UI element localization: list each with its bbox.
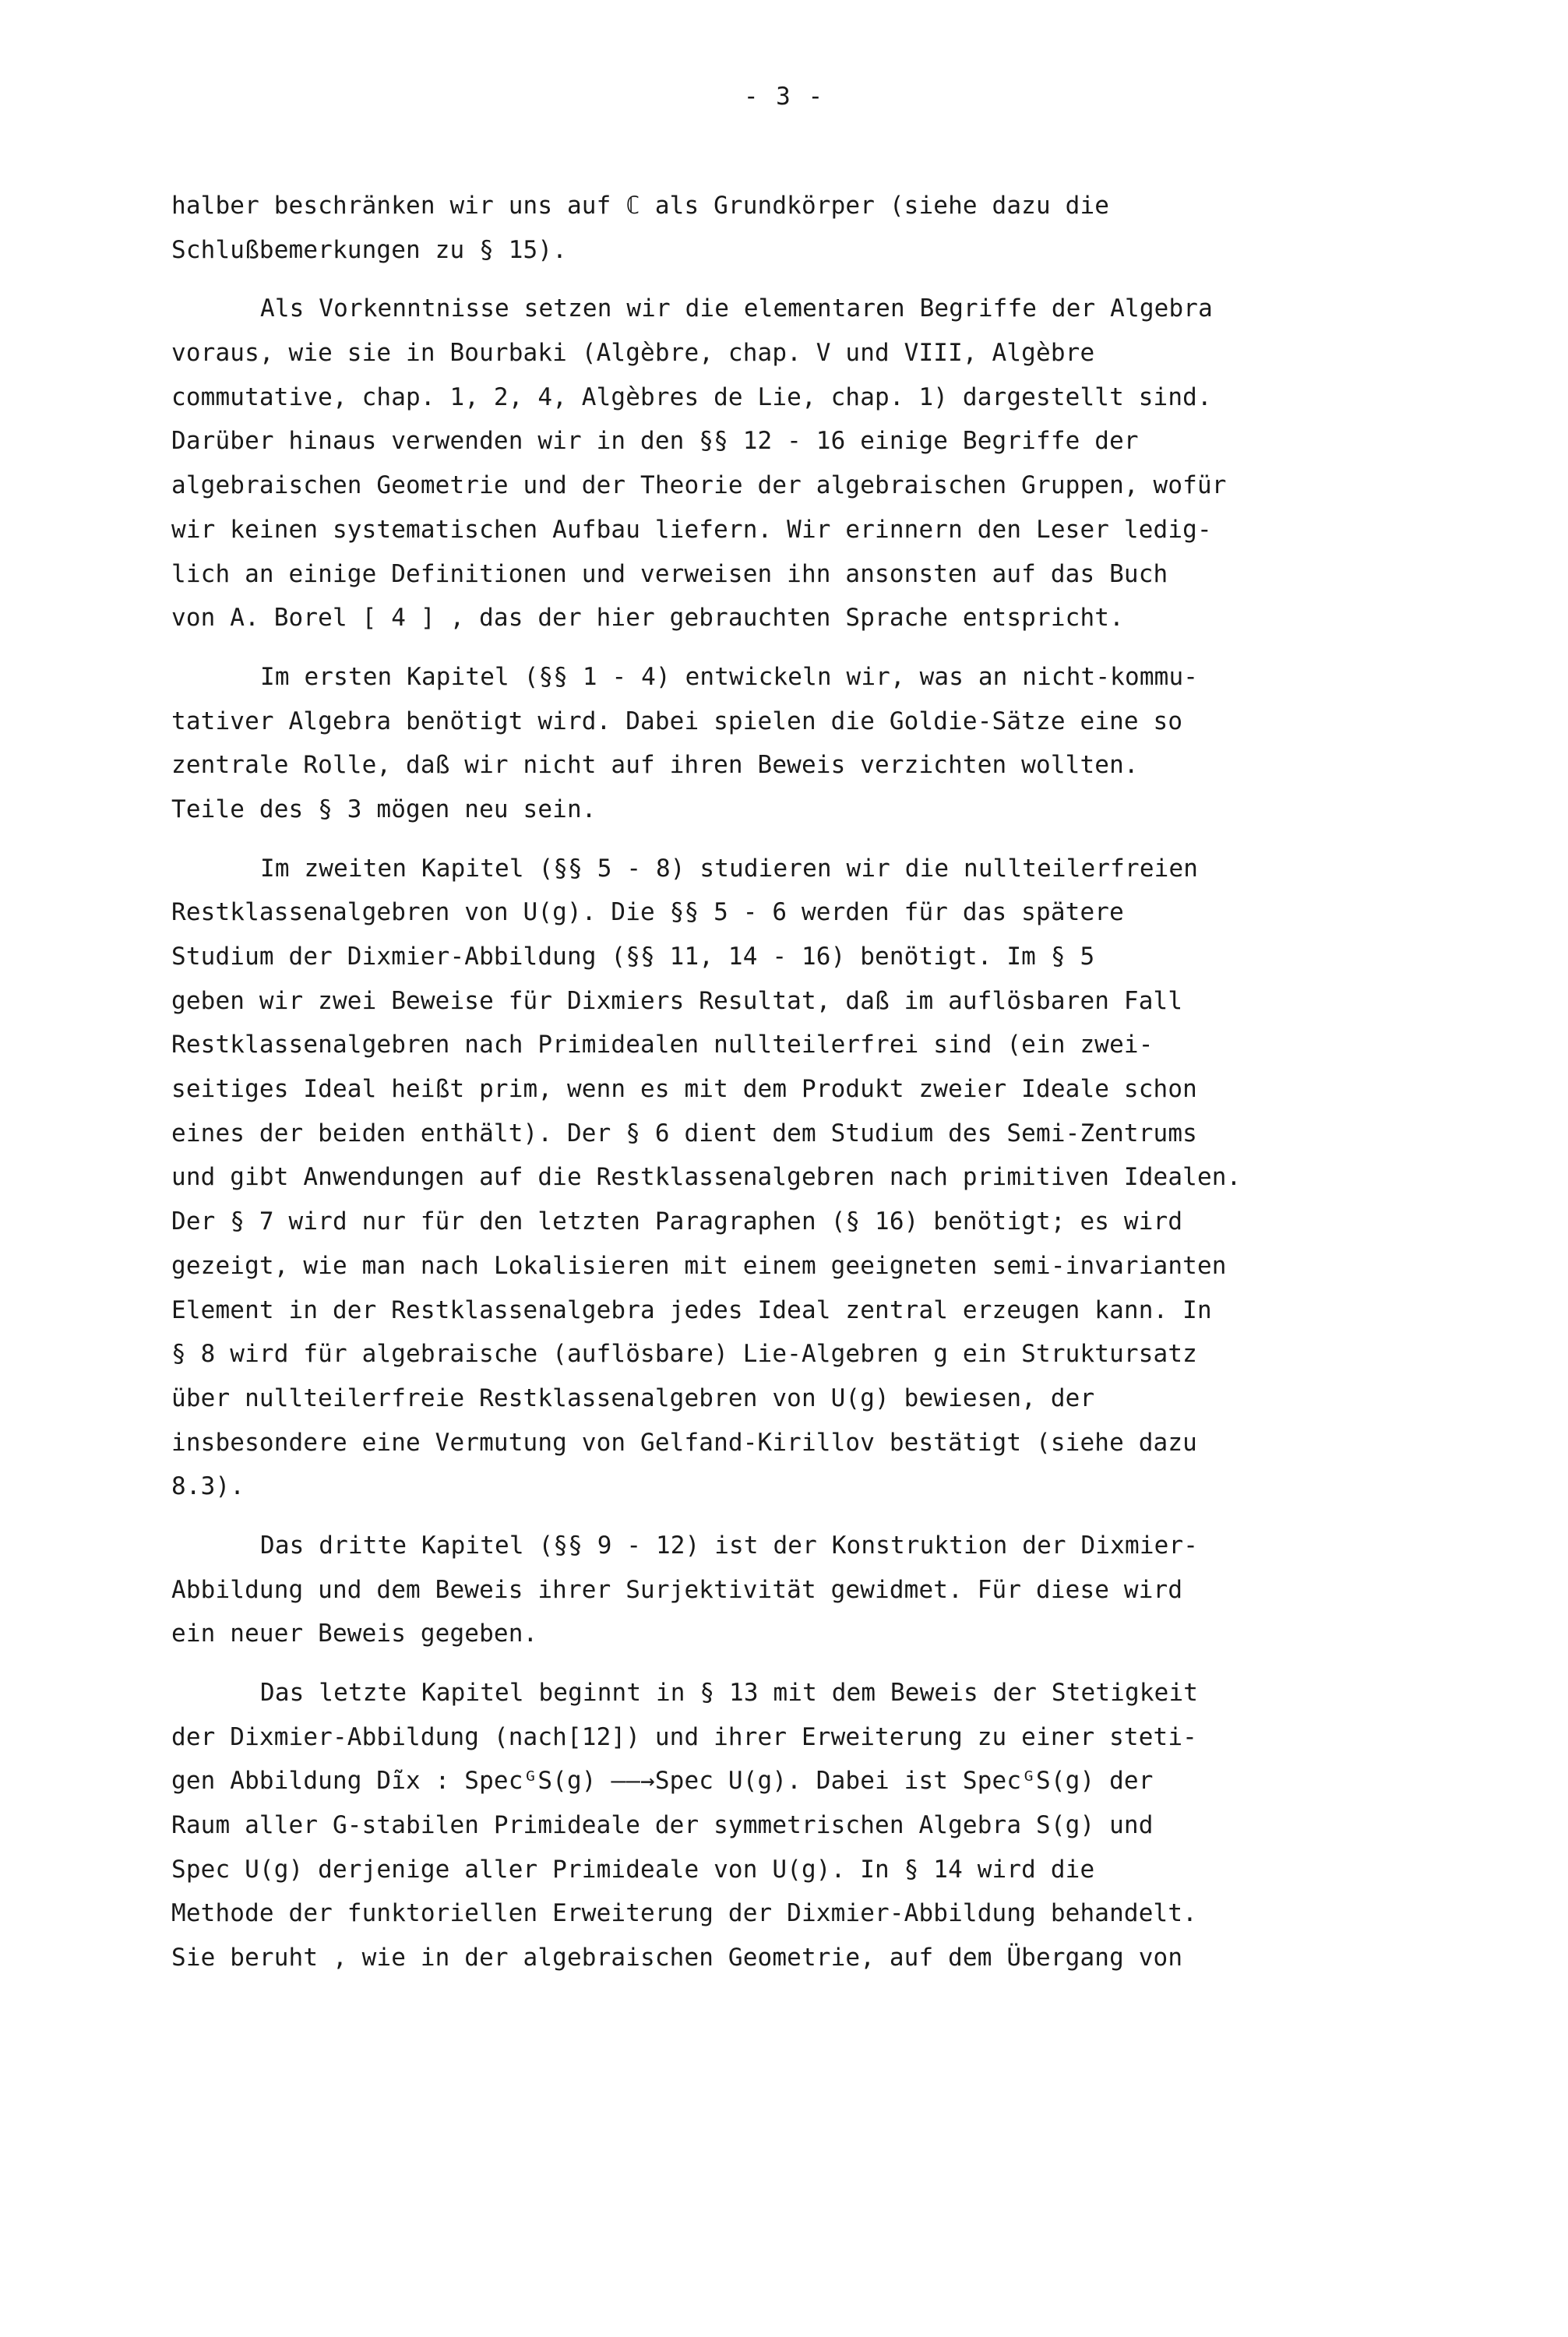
paragraph-2 xyxy=(171,287,1457,640)
text-line: gen Abbildung Dĩx : SpecᴳS(g) ——→Spec U(g). Dabei ist SpecᴳS(g) der xyxy=(171,1767,1154,1796)
text-line: halber beschränken wir uns auf ℂ als Grundkörper (siehe dazu die xyxy=(171,192,1110,220)
paragraph-3 xyxy=(171,655,1457,832)
text-line: Das dritte Kapitel (§§ 9 - 12) ist der Konstruktion der Dixmier- xyxy=(260,1531,1199,1560)
text-line: insbesondere eine Vermutung von Gelfand-Kirillov bestätigt (siehe dazu xyxy=(171,1428,1197,1457)
text-line: Restklassenalgebren nach Primidealen nullteilerfrei sind (ein zwei- xyxy=(171,1031,1154,1059)
document-body xyxy=(171,184,1457,1980)
text-line: algebraischen Geometrie und der Theorie der algebraischen Gruppen, wofür xyxy=(171,471,1227,500)
text-line: Raum aller G-stabilen Primideale der symmetrischen Algebra S(g) und xyxy=(171,1811,1154,1840)
text-line: Das letzte Kapitel beginnt in § 13 mit dem Beweis der Stetigkeit xyxy=(260,1679,1199,1707)
paragraph-6 xyxy=(171,1671,1457,1980)
paragraph-1 xyxy=(171,184,1457,272)
text-line: Sie beruht , wie in der algebraischen Geometrie, auf dem Übergang von xyxy=(171,1944,1183,1972)
text-line: voraus, wie sie in Bourbaki (Algèbre, chap. V und VIII, Algèbre xyxy=(171,339,1095,368)
text-line: zentrale Rolle, daß wir nicht auf ihren Beweis verzichten wollten. xyxy=(171,751,1139,780)
text-line: der Dixmier-Abbildung (nach[12]) und ihrer Erweiterung zu einer steti- xyxy=(171,1722,1197,1751)
text-line: geben wir zwei Beweise für Dixmiers Resultat, daß im auflösbaren Fall xyxy=(171,986,1183,1015)
text-line: wir keinen systematischen Aufbau liefern. Wir erinnern den Leser ledig- xyxy=(171,515,1212,544)
text-line: Schlußbemerkungen zu § 15). xyxy=(171,235,567,264)
text-line: eines der beiden enthält). Der § 6 dient dem Studium des Semi-Zentrums xyxy=(171,1119,1197,1147)
text-line: lich an einige Definitionen und verweisen ihn ansonsten auf das Buch xyxy=(171,559,1168,588)
text-line: Der § 7 wird nur für den letzten Paragraphen (§ 16) benötigt; es wird xyxy=(171,1207,1183,1236)
text-line: Abbildung und dem Beweis ihrer Surjektivität gewidmet. Für diese wird xyxy=(171,1575,1183,1604)
text-line: 8.3). xyxy=(171,1472,245,1501)
text-line: ein neuer Beweis gegeben. xyxy=(171,1620,538,1648)
text-line: Im zweiten Kapitel (§§ 5 - 8) studieren wir die nullteilerfreien xyxy=(260,854,1199,883)
text-line: Studium der Dixmier-Abbildung (§§ 11, 14 - 16) benötigt. Im § 5 xyxy=(171,943,1095,971)
text-line: Im ersten Kapitel (§§ 1 - 4) entwickeln wir, was an nicht-kommu- xyxy=(260,662,1199,691)
text-line: Methode der funktoriellen Erweiterung der Dixmier-Abbildung behandelt. xyxy=(171,1899,1197,1928)
text-line: von A. Borel [ 4 ] , das der hier gebrauchten Sprache entspricht. xyxy=(171,604,1124,633)
text-line: Als Vorkenntnisse setzen wir die elementaren Begriffe der Algebra xyxy=(260,294,1213,323)
text-line: über nullteilerfreie Restklassenalgebren von U(g) bewiesen, der xyxy=(171,1384,1095,1412)
text-line: Darüber hinaus verwenden wir in den §§ 12 - 16 einige Begriffe der xyxy=(171,427,1139,456)
text-line: Spec U(g) derjenige aller Primideale von U(g). In § 14 wird die xyxy=(171,1855,1095,1884)
text-line: und gibt Anwendungen auf die Restklassenalgebren nach primitiven Idealen. xyxy=(171,1163,1242,1192)
text-line: § 8 wird für algebraische (auflösbare) Lie-Algebren g ein Struktursatz xyxy=(171,1340,1197,1369)
page-number: - 3 - xyxy=(743,83,825,111)
text-line: Teile des § 3 mögen neu sein. xyxy=(171,795,597,823)
text-line: commutative, chap. 1, 2, 4, Algèbres de Lie, chap. 1) dargestellt sind. xyxy=(171,382,1212,411)
text-line: Restklassenalgebren von U(g). Die §§ 5 - 6 werden für das spätere xyxy=(171,898,1124,927)
text-line: Element in der Restklassenalgebra jedes Ideal zentral erzeugen kann. In xyxy=(171,1295,1212,1324)
text-line: gezeigt, wie man nach Lokalisieren mit einem geeigneten semi-invarianten xyxy=(171,1251,1227,1280)
text-line: seitiges Ideal heißt prim, wenn es mit dem Produkt zweier Ideale schon xyxy=(171,1075,1197,1104)
text-line: tativer Algebra benötigt wird. Dabei spielen die Goldie-Sätze eine so xyxy=(171,707,1183,735)
paragraph-4 xyxy=(171,847,1457,1509)
paragraph-5 xyxy=(171,1524,1457,1656)
